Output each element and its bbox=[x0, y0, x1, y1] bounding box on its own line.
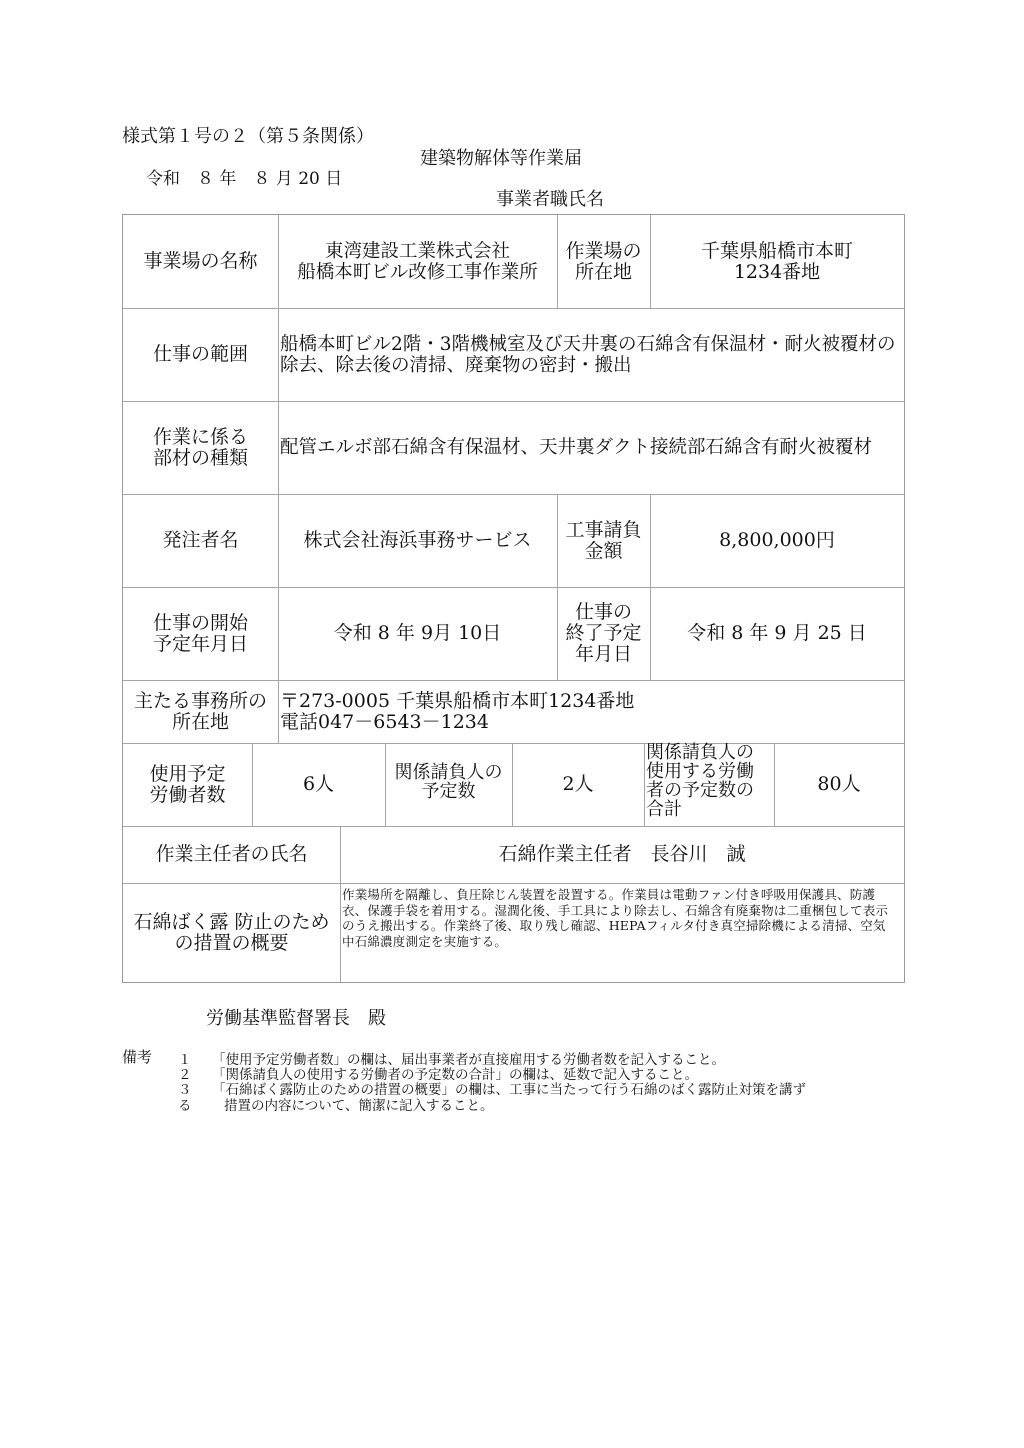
submission-date: 令和 ８ 年 ８ 月 20 日 bbox=[146, 169, 343, 189]
materials-label: 作業に係る 部材の種類 bbox=[152, 425, 248, 469]
workers-label: 使用予定 労働者数 bbox=[149, 762, 226, 806]
subcontractors-value: 2人 bbox=[562, 773, 594, 795]
note-2: 「関係請負人の使用する労働者の予定数の合計」の欄は、延数で記入すること。 bbox=[212, 1067, 698, 1083]
note-3-number: ３ bbox=[178, 1082, 192, 1098]
subcontractor-workers-label: 関係請負人の 使用する労働 者の予定数の 合計 bbox=[646, 742, 754, 820]
workers-value: 6人 bbox=[302, 773, 335, 795]
form-table bbox=[122, 214, 905, 983]
workplace-name-value: 東湾建設工業株式会社 船橋本町ビル改修工事作業所 bbox=[297, 240, 538, 283]
form-number: 様式第１号の２（第５条関係） bbox=[122, 126, 374, 147]
workplace-location-value: 千葉県船橋市本町 1234番地 bbox=[700, 239, 853, 283]
scope-value: 船橋本町ビル2階・3階機械室及び天井裏の石綿含有保温材・耐火被覆材の除去、除去後の清掃、廃棄物の密封・搬出 bbox=[280, 333, 896, 376]
end-date-label: 仕事の 終了予定 年月日 bbox=[565, 601, 642, 665]
end-date-value: 令和 8 年 9 月 25 日 bbox=[687, 622, 867, 644]
supervisor-value: 石綿作業主任者 長谷川 誠 bbox=[498, 843, 746, 865]
client-value: 株式会社海浜事務サービス bbox=[303, 529, 532, 551]
measures-value: 作業場所を隔離し、負圧除じん装置を設置する。作業員は電動ファン付き呼吸用保護具、防護衣、保護手袋を着用する。湿潤化後、手工具により除去し、石綿含有廃棄物は二重梱包して表示のうえ搬出する。作業終了後、取り残し確認、HEPAフィルタ付き真空掃除機による清掃、空気中石綿濃度測定を実施する。 bbox=[342, 887, 889, 949]
client-label: 発注者名 bbox=[162, 529, 239, 551]
note-1-number: １ bbox=[178, 1052, 192, 1068]
note-3: 「石綿ばく露防止のための措置の概要」の欄は、工事に当たって行う石綿のばく露防止対策を講ず bbox=[212, 1082, 806, 1098]
form-title: 建築物解体等作業届 bbox=[420, 148, 582, 169]
start-date-label: 仕事の開始 予定年月日 bbox=[152, 611, 248, 655]
note-3-continuation: 措置の内容について、簡潔に記入すること。 bbox=[224, 1098, 494, 1114]
applicant-label: 事業者職氏名 bbox=[496, 189, 604, 210]
note-2-number: ２ bbox=[178, 1067, 192, 1083]
workplace-name-label: 事業場の名称 bbox=[143, 250, 258, 272]
office-location-value: 〒273-0005 千葉県船橋市本町1234番地 電話047－6543－1234 bbox=[280, 689, 635, 733]
notes-label: 備考 bbox=[122, 1048, 153, 1066]
measures-label: 石綿ばく露 防止のため の措置の概要 bbox=[133, 910, 330, 954]
supervisor-label: 作業主任者の氏名 bbox=[155, 843, 308, 865]
contract-amount-value: 8,800,000円 bbox=[719, 529, 835, 551]
contract-amount-label: 工事請負 金額 bbox=[565, 518, 642, 562]
note-1: 「使用予定労働者数」の欄は、届出事業者が直接雇用する労働者数を記入すること。 bbox=[212, 1052, 725, 1068]
office-location-label: 主たる事務所の 所在地 bbox=[133, 689, 267, 733]
note-3-cont-char: る bbox=[178, 1098, 192, 1114]
scope-label: 仕事の範囲 bbox=[152, 343, 248, 365]
subcontractor-workers-value: 80人 bbox=[817, 773, 861, 795]
workplace-location-label: 作業場の 所在地 bbox=[565, 239, 642, 283]
addressee: 労働基準監督署長 殿 bbox=[206, 1008, 386, 1029]
subcontractors-label: 関係請負人の 予定数 bbox=[394, 762, 503, 802]
start-date-value: 令和 8 年 9月 10日 bbox=[333, 622, 502, 644]
materials-value: 配管エルボ部石綿含有保温材、天井裏ダクト接続部石綿含有耐火被覆材 bbox=[280, 437, 873, 458]
